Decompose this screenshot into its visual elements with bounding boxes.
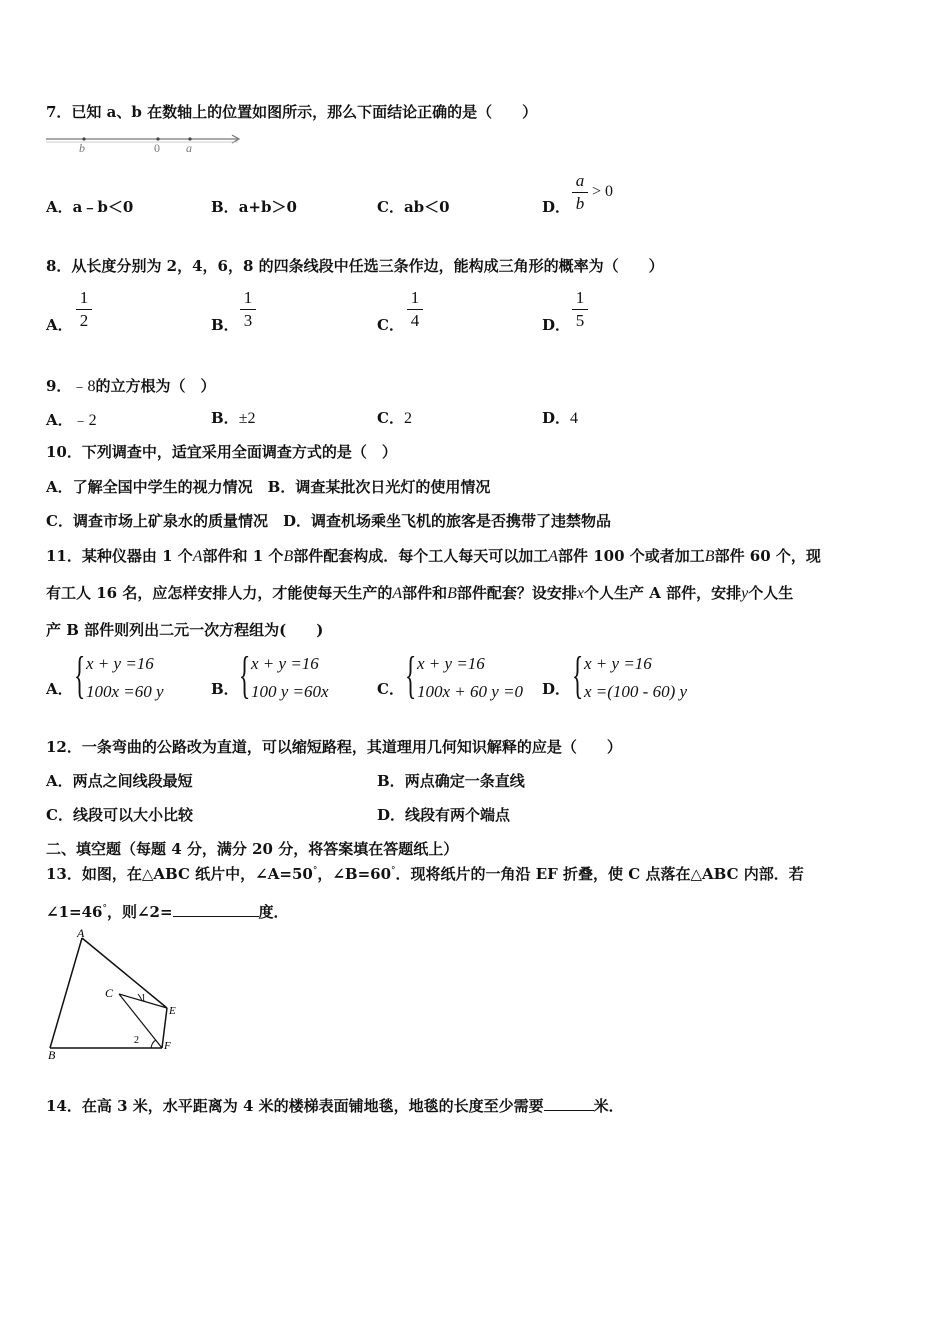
q10-stem: 10．下列调查中，适宜采用全面调查方式的是（ ）: [46, 443, 397, 461]
q13-answer-blank[interactable]: [173, 916, 259, 917]
axis-label-a: a: [186, 141, 192, 155]
q8-option-b-fraction: 1 3: [240, 288, 256, 331]
label-c: C: [105, 986, 114, 1000]
q9-option-a[interactable]: A．﹣2: [46, 411, 97, 429]
q8-option-b[interactable]: B．: [211, 316, 239, 334]
q11-option-b-brace: {: [239, 647, 251, 704]
q11-option-d-system: x + y =16 x =(100 - 60) y: [584, 654, 688, 701]
q7-option-d[interactable]: D．: [542, 198, 571, 216]
q13-triangle-figure: [40, 928, 200, 1060]
q11-option-d-brace: {: [572, 647, 584, 704]
q13-stem-line1: 13．如图，在△ABC 纸片中，∠A=50°，∠B=60°．现将纸片的一角沿 EF 折叠，使 C 点落在△ABC 内部．若: [46, 865, 804, 883]
label-a: A: [77, 928, 85, 940]
q7-stem: 7．已知 a、b 在数轴上的位置如图所示，那么下面结论正确的是（ ）: [46, 103, 538, 121]
q14-stem: 14．在高 3 米，水平距离为 4 米的楼梯表面铺地毯，地毯的长度至少需要 米．: [46, 1097, 624, 1115]
label-e: E: [169, 1005, 176, 1017]
q11-option-a-brace: {: [74, 647, 86, 704]
label-f: F: [164, 1040, 171, 1052]
q9-option-b[interactable]: B．±2: [211, 409, 256, 427]
q11-stem-line3: 产 B 部件则列出二元一次方程组为( ): [46, 621, 324, 639]
q11-stem-line2: 有工人 16 名，应怎样安排人力，才能使每天生产的A部件和B部件配套？设安排x个人生产 A 部件，安排y个人生: [46, 584, 794, 602]
q10-options-cd[interactable]: C．调查市场上矿泉水的质量情况 D．调查机场乘坐飞机的旅客是否携带了违禁物品: [46, 512, 611, 530]
q9-stem: 9．﹣8的立方根为（ ）: [46, 377, 216, 395]
q12-option-c[interactable]: C．线段可以大小比较: [46, 806, 193, 824]
q7-option-c[interactable]: C．ab＜0: [377, 198, 450, 216]
q14-answer-blank[interactable]: [544, 1110, 594, 1111]
q11-option-b-system: x + y =16 100 y =60x: [251, 654, 329, 701]
label-angle-1: 1: [141, 993, 146, 1004]
q11-option-c[interactable]: C．: [377, 680, 404, 698]
q8-option-c-fraction: 1 4: [407, 288, 423, 331]
q7-option-a[interactable]: A．a﹣b＜0: [46, 198, 134, 216]
q12-option-a[interactable]: A．两点之间线段最短: [46, 772, 193, 790]
q7-option-d-fraction: a b: [572, 171, 588, 214]
q8-option-a[interactable]: A．: [46, 316, 73, 334]
q11-option-c-brace: {: [405, 647, 417, 704]
axis-label-0: 0: [154, 141, 160, 155]
label-b: B: [48, 1048, 56, 1060]
q11-stem-line1: 11．某种仪器由 1 个A部件和 1 个B部件配套构成．每个工人每天可以加工A部件 100 个或者加工B部件 60 个，现: [46, 547, 821, 565]
q12-option-b[interactable]: B．两点确定一条直线: [377, 772, 525, 790]
q8-stem: 8．从长度分别为 2，4，6，8 的四条线段中任选三条作边，能构成三角形的概率为（ ）: [46, 257, 664, 275]
q8-option-d[interactable]: D．: [542, 316, 571, 334]
q11-option-c-system: x + y =16 100x + 60 y =0: [417, 654, 524, 701]
q9-option-c[interactable]: C．2: [377, 409, 412, 427]
q7-number-line: [44, 130, 244, 156]
q9-option-d[interactable]: D．4: [542, 409, 579, 427]
q10-options-ab[interactable]: A．了解全国中学生的视力情况 B．调查某批次日光灯的使用情况: [46, 478, 491, 496]
q7-option-d-rest: > 0: [592, 183, 614, 200]
axis-label-b: b: [79, 141, 85, 155]
q11-option-b[interactable]: B．: [211, 680, 239, 698]
q8-option-d-fraction: 1 5: [572, 288, 588, 331]
q11-option-a[interactable]: A．: [46, 680, 73, 698]
q11-option-a-system: x + y =16 100x =60 y: [86, 654, 164, 701]
q8-option-a-fraction: 1 2: [76, 288, 92, 331]
q12-stem: 12．一条弯曲的公路改为直道，可以缩短路程，其道理用几何知识解释的应是（ ）: [46, 738, 622, 756]
q12-option-d[interactable]: D．线段有两个端点: [377, 806, 511, 824]
q7-option-b[interactable]: B．a+b＞0: [211, 198, 297, 216]
q11-option-d[interactable]: D．: [542, 680, 571, 698]
q8-option-c[interactable]: C．: [377, 316, 404, 334]
label-angle-2: 2: [134, 1035, 139, 1046]
q13-stem-line2: ∠1=46°，则∠2= 度．: [46, 903, 289, 921]
side-ae: [82, 938, 167, 1008]
side-ab: [50, 938, 82, 1048]
section-heading: 二、填空题（每题 4 分，满分 20 分，将答案填在答题纸上）: [46, 840, 459, 858]
